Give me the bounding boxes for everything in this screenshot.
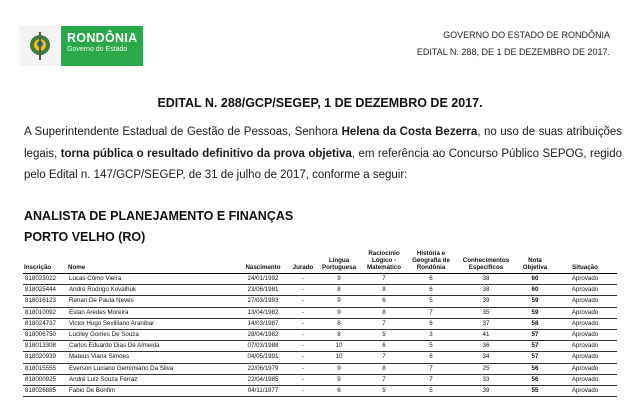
cell-historia-geografia: 5 — [407, 341, 455, 352]
table-row — [23, 374, 617, 385]
cell-conhecimentos: 39 — [455, 296, 517, 307]
cell-conhecimentos: 39 — [455, 385, 517, 396]
cell-lingua-portuguesa: 8 — [317, 329, 361, 340]
cell-nota-objetiva: 56 — [517, 363, 553, 374]
cell-raciocinio-logico: 7 — [361, 274, 407, 285]
cell-jurado: - — [289, 296, 317, 307]
cell-raciocinio-logico: 8 — [361, 307, 407, 318]
cell-lingua-portuguesa: 10 — [317, 341, 361, 352]
cell-conhecimentos: 36 — [455, 341, 517, 352]
cell-raciocinio-logico: 7 — [361, 374, 407, 385]
cell-nota-objetiva: 56 — [517, 374, 553, 385]
document-title: EDITAL N. 288/GCP/SEGEP, 1 DE DEZEMBRO DE 2017. — [157, 96, 483, 110]
table-row — [23, 274, 617, 285]
paragraph-text: , no uso de suas atribuições legais, — [24, 126, 622, 160]
cell-nascimento: 23/06/1981 — [237, 285, 289, 296]
cell-situacao: Aprovado — [553, 352, 617, 363]
cell-lingua-portuguesa: 10 — [317, 352, 361, 363]
cell-raciocinio-logico: 6 — [361, 341, 407, 352]
cell-nota-objetiva: 55 — [517, 385, 553, 396]
cell-lingua-portuguesa: 8 — [317, 318, 361, 329]
cell-jurado: - — [289, 363, 317, 374]
table-row — [23, 329, 617, 340]
cell-nome: Carlos Eduardo Dias De Almeida — [67, 341, 237, 352]
cell-jurado: - — [289, 274, 317, 285]
cell-inscricao: 818000925 — [23, 374, 67, 385]
cell-jurado: - — [289, 385, 317, 396]
cell-nota-objetiva: 57 — [517, 329, 553, 340]
header-government: GOVERNO DO ESTADO DE RONDÔNIA — [443, 30, 610, 40]
cell-historia-geografia: 7 — [407, 374, 455, 385]
cell-conhecimentos: 33 — [455, 374, 517, 385]
cell-historia-geografia: 7 — [407, 363, 455, 374]
col-nascimento: Nascimento — [237, 250, 289, 274]
cell-nome: André Rodrigo Kovalhuk — [67, 285, 237, 296]
paragraph-text: A Superintendente Estadual de Gestão de Pessoas, Senhora — [24, 126, 342, 138]
cell-nascimento: 27/03/1993 — [237, 296, 289, 307]
cell-nascimento: 13/04/1982 — [237, 307, 289, 318]
col-conhecimentos: Conhecimentos Específicos — [455, 250, 517, 274]
cell-raciocinio-logico: 8 — [361, 363, 407, 374]
cell-situacao: Aprovado — [553, 274, 617, 285]
cell-inscricao: 818010092 — [23, 307, 67, 318]
col-nome: Nome — [67, 250, 237, 274]
cell-nascimento: 24/01/1992 — [237, 274, 289, 285]
cell-lingua-portuguesa: 8 — [317, 285, 361, 296]
cell-jurado: - — [289, 341, 317, 352]
cell-situacao: Aprovado — [553, 296, 617, 307]
section-subtitle: PORTO VELHO (RO) — [24, 230, 146, 244]
paragraph-bold-name: Helena da Costa Bezerra — [341, 126, 478, 138]
header-edital: EDITAL N. 288, DE 1 DE DEZEMBRO DE 2017. — [416, 47, 610, 57]
col-raciocinio-logico: Raciocínio Lógico - Matemático — [361, 250, 407, 274]
cell-lingua-portuguesa: 9 — [317, 363, 361, 374]
cell-nota-objetiva: 59 — [517, 296, 553, 307]
table-row — [23, 318, 617, 329]
cell-historia-geografia: 6 — [407, 318, 455, 329]
cell-raciocinio-logico: 6 — [361, 296, 407, 307]
cell-nome: Luciley Gomes De Souza — [67, 329, 237, 340]
cell-nome: Renan De Paula Neves — [67, 296, 237, 307]
cell-nome: Fabio De Bonfim — [67, 385, 237, 396]
cell-inscricao: 818023022 — [23, 274, 67, 285]
cell-conhecimentos: 34 — [455, 352, 517, 363]
cell-nota-objetiva: 60 — [517, 274, 553, 285]
cell-conhecimentos: 25 — [455, 363, 517, 374]
cell-situacao: Aprovado — [553, 307, 617, 318]
table-row — [23, 341, 617, 352]
cell-nota-objetiva: 57 — [517, 341, 553, 352]
col-nota-objetiva: Nota Objetiva — [517, 250, 553, 274]
cell-situacao: Aprovado — [553, 363, 617, 374]
cell-nascimento: 14/03/1987 — [237, 318, 289, 329]
cell-historia-geografia: 5 — [407, 296, 455, 307]
table-row — [23, 296, 617, 307]
cell-nascimento: 04/11/1977 — [237, 385, 289, 396]
cell-historia-geografia: 6 — [407, 274, 455, 285]
paragraph-text: , em referência ao Concurso Público SEPOG, regido pelo Edital n. 147/GCP/SEGEP, de 31 de julho de 2017, conforme a seguir: — [24, 147, 622, 181]
cell-lingua-portuguesa: 9 — [317, 374, 361, 385]
cell-nascimento: 22/04/1985 — [237, 374, 289, 385]
cell-nota-objetiva: 58 — [517, 318, 553, 329]
cell-situacao: Aprovado — [553, 385, 617, 396]
logo-title: RONDÔNIA — [67, 31, 138, 45]
cell-situacao: Aprovado — [553, 329, 617, 340]
table-row — [23, 307, 617, 318]
cell-nascimento: 22/06/1979 — [237, 363, 289, 374]
cell-jurado: - — [289, 285, 317, 296]
cell-nota-objetiva: 59 — [517, 307, 553, 318]
cell-jurado: - — [289, 352, 317, 363]
cell-nome: André Luiz Souza Ferraz — [67, 374, 237, 385]
cell-situacao: Aprovado — [553, 318, 617, 329]
cell-raciocinio-logico: 7 — [361, 352, 407, 363]
cell-nome: Lucas Cômo Vieira — [67, 274, 237, 285]
cell-conhecimentos: 35 — [455, 307, 517, 318]
results-table — [23, 250, 617, 397]
rondonia-logo — [19, 26, 143, 66]
table-row — [23, 285, 617, 296]
cell-lingua-portuguesa: 9 — [317, 296, 361, 307]
header-right — [417, 27, 610, 61]
section-title: ANALISTA DE PLANEJAMENTO E FINANÇAS — [24, 209, 294, 223]
cell-inscricao: 818026885 — [23, 385, 67, 396]
cell-inscricao: 818016123 — [23, 296, 67, 307]
col-situacao: Situação — [553, 250, 617, 274]
cell-historia-geografia: 3 — [407, 329, 455, 340]
cell-nome: Victor Hugo Sevilliano Aranibar — [67, 318, 237, 329]
cell-conhecimentos: 38 — [455, 274, 517, 285]
state-crest-icon — [19, 26, 61, 66]
cell-nascimento: 07/03/1988 — [237, 341, 289, 352]
cell-raciocinio-logico: 8 — [361, 285, 407, 296]
cell-inscricao: 818006750 — [23, 329, 67, 340]
cell-conhecimentos: 38 — [455, 285, 517, 296]
col-historia-geografia: História e Geografia de Rondônia — [407, 250, 455, 274]
cell-lingua-portuguesa: 9 — [317, 274, 361, 285]
cell-historia-geografia: 6 — [407, 285, 455, 296]
cell-conhecimentos: 37 — [455, 318, 517, 329]
cell-inscricao: 818013308 — [23, 341, 67, 352]
cell-inscricao: 818024737 — [23, 318, 67, 329]
cell-conhecimentos: 41 — [455, 329, 517, 340]
col-jurado: Jurado — [289, 250, 317, 274]
table-row — [23, 352, 617, 363]
cell-nome: Mateus Viana Simoes — [67, 352, 237, 363]
col-lingua-portuguesa: Língua Portuguesa — [317, 250, 361, 274]
cell-nascimento: 04/05/1991 — [237, 352, 289, 363]
cell-inscricao: 818020939 — [23, 352, 67, 363]
cell-historia-geografia: 7 — [407, 307, 455, 318]
cell-raciocinio-logico: 5 — [361, 329, 407, 340]
document-paragraph — [24, 122, 622, 187]
cell-jurado: - — [289, 307, 317, 318]
col-inscricao: Inscrição — [23, 250, 67, 274]
cell-lingua-portuguesa: 6 — [317, 385, 361, 396]
table-row — [23, 363, 617, 374]
cell-historia-geografia: 6 — [407, 352, 455, 363]
cell-nascimento: 28/04/1982 — [237, 329, 289, 340]
table-row — [23, 385, 617, 396]
cell-raciocinio-logico: 5 — [361, 385, 407, 396]
cell-inscricao: 818025444 — [23, 285, 67, 296]
cell-situacao: Aprovado — [553, 374, 617, 385]
cell-nome: Everson Luciano Gemimiano Da Silva — [67, 363, 237, 374]
cell-historia-geografia: 5 — [407, 385, 455, 396]
logo-subtitle: Governo do Estado — [67, 46, 128, 53]
cell-inscricao: 818015555 — [23, 363, 67, 374]
paragraph-bold-text: torna pública o resultado definitivo da prova objetiva — [60, 147, 352, 160]
cell-situacao: Aprovado — [553, 341, 617, 352]
cell-raciocinio-logico: 7 — [361, 318, 407, 329]
cell-jurado: - — [289, 329, 317, 340]
table-header-row — [23, 250, 617, 274]
cell-situacao: Aprovado — [553, 285, 617, 296]
cell-nota-objetiva: 57 — [517, 352, 553, 363]
cell-lingua-portuguesa: 9 — [317, 307, 361, 318]
cell-jurado: - — [289, 374, 317, 385]
cell-jurado: - — [289, 318, 317, 329]
cell-nome: Estan Aredes Moreira — [67, 307, 237, 318]
cell-nota-objetiva: 60 — [517, 285, 553, 296]
